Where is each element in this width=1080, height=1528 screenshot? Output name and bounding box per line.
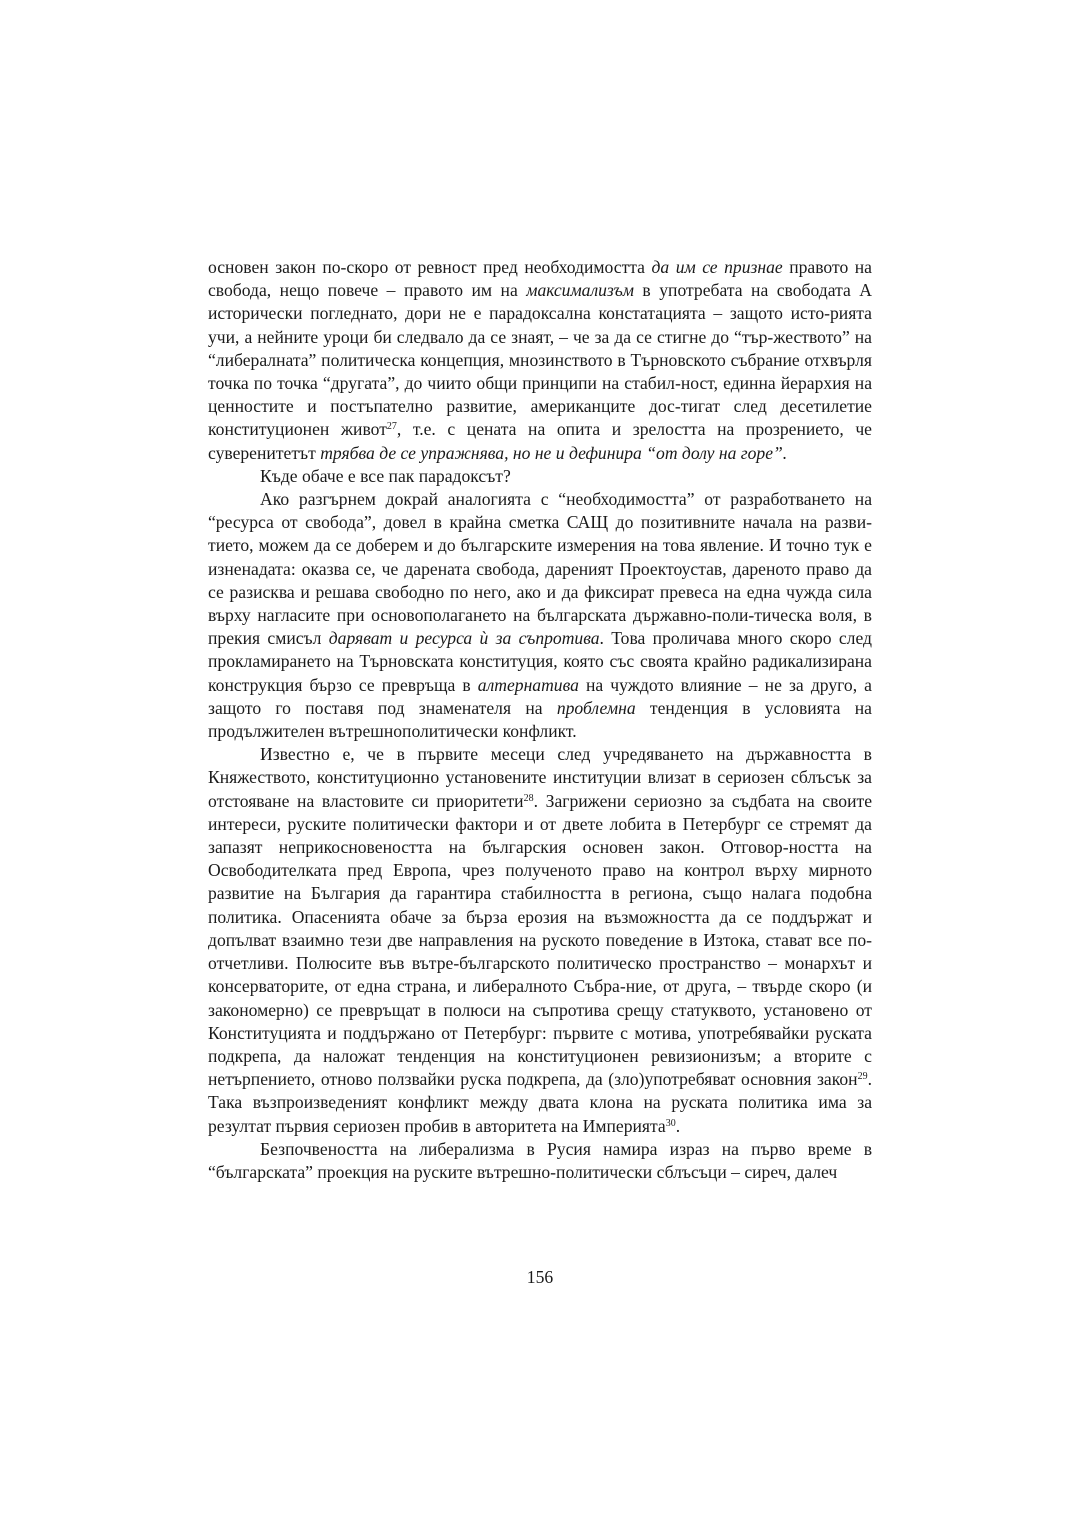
paragraph [208,256,872,465]
text-segment: Ако разгърнем докрай аналогията с “необходимостта” от разработването на “ресурса от свобода”, довел в крайна сметка САЩ до позитивните начала на разви-тието, можем да се доберем и до българските измерения на това явление. И точно тук е изненадата: оказва се, че дарената свобода, дареният Проектоустав, дареното право да се разисква и решава свободно по него, ако и да фиксират превеса на една чужда сила върху нагласите при основополагането на българската държавно-поли-тическа воля, в прекия смисъл [208,489,872,649]
paragraph [208,743,872,1137]
text-segment: основен закон по-скоро от ревност пред необходимостта [208,257,652,277]
paragraph [208,465,872,488]
text-segment: , т.е. с цената на опита и зрелостта на прозрението, че суверенитетът [208,419,872,463]
text-segment: на чуждото влияние – не за друго, а защото го поставя под знаменателя на [208,674,872,718]
text-segment: Безпочвеността на либерализма в Русия намира израз на първо време в “българската” проекция на руските вътрешно-политически сблъсъци – сиреч, далеч [208,1138,872,1182]
text-segment: . Загрижени сериозно за съдбата на своите интереси, руските политически фактори и от двете лобита в Петербург се стремят да запазят неприкосновеността на българския основен закон. Отговор-ността на Освободителката пред Европа, чрез полученото право на контрол върху мирното развитие на България да гарантира стабилността в региона, също налага подобна политика. Опасенията обаче за бърза ерозия на възможността да се поддържат и допълват взаимно тези две направления на руското поведение в Изтока, стават все по-отчетливи. Полюсите във вътре-българското политическо пространство – монархът и консерваторите, от една страна, и либералното Събра-ние, от друга, – твърде скоро (и закономерно) се превръщат в полюси на съпротива срещу статуквото, установено от Конституцията и поддържано от Петербург: първите с мотива, употребявайки руската подкрепа, да наложат тенденция на конституционен ревизионизъм; а вторите с нетърпението, отново ползвайки руска подкрепа, да (зло)употребяват основния закон [208,790,873,1090]
text-segment: . Това проличава много скоро след прокламирането на Търновската конституция, която със своята крайно радикализирана конструкция бързо се превръща в [208,628,872,695]
page-number: 156 [526,1267,554,1287]
text-segment: тенденция в условията на продължителен вътрешнополитически конфликт. [208,697,872,742]
italic-emphasis: проблемна [556,697,636,718]
italic-emphasis: трябва де се упражнява, но не и дефинира “от долу на горе”. [320,442,788,463]
footnote-reference: 30 [665,1117,676,1129]
footnote-reference: 27 [386,421,397,433]
footnote-reference: 29 [857,1071,868,1083]
text-segment: в употребата на свободата А исторически погледнато, дори не е парадоксална констатацията – защото исто-рията учи, а нейните уроци би следвало да се знаят, – че за да се стигне до “тър-жеството” на “либералната” политическа концепция, мнозинството в Търновското събрание отхвърля точка по точка “другата”, до чиито общи принципи на стабил-ност, единна йерархия на ценностите и постъпателно развитие, американците дос-тигат след десетилетие конституционен живот [208,280,872,440]
italic-emphasis: алтернатива [477,674,579,695]
text-segment: Известно е, че в първите месеци след учредяването на държавността в Княжеството, конституционно установените институции влизат в сериозен сблъсък за отстояване на властовите си приоритети [208,744,872,811]
text-segment: . Така възпроизведеният конфликт между двата клона на руската политика има за резултат първия сериозен пробив в авторитета на Империята [208,1069,872,1136]
text-segment: . [675,1115,681,1136]
paragraph [208,1138,872,1184]
paragraph [208,488,872,743]
footnote-reference: 28 [523,792,534,804]
italic-emphasis: максимализъм [526,280,634,301]
text-segment: правото на свобода, нещо повече – правото им на [208,257,872,301]
page-body-text [208,256,872,1184]
italic-emphasis: да им се признае [651,257,783,277]
italic-emphasis: даряват и ресурса ѝ за съпротива [328,628,600,649]
text-segment: Къде обаче е все пак парадоксът? [260,465,511,486]
